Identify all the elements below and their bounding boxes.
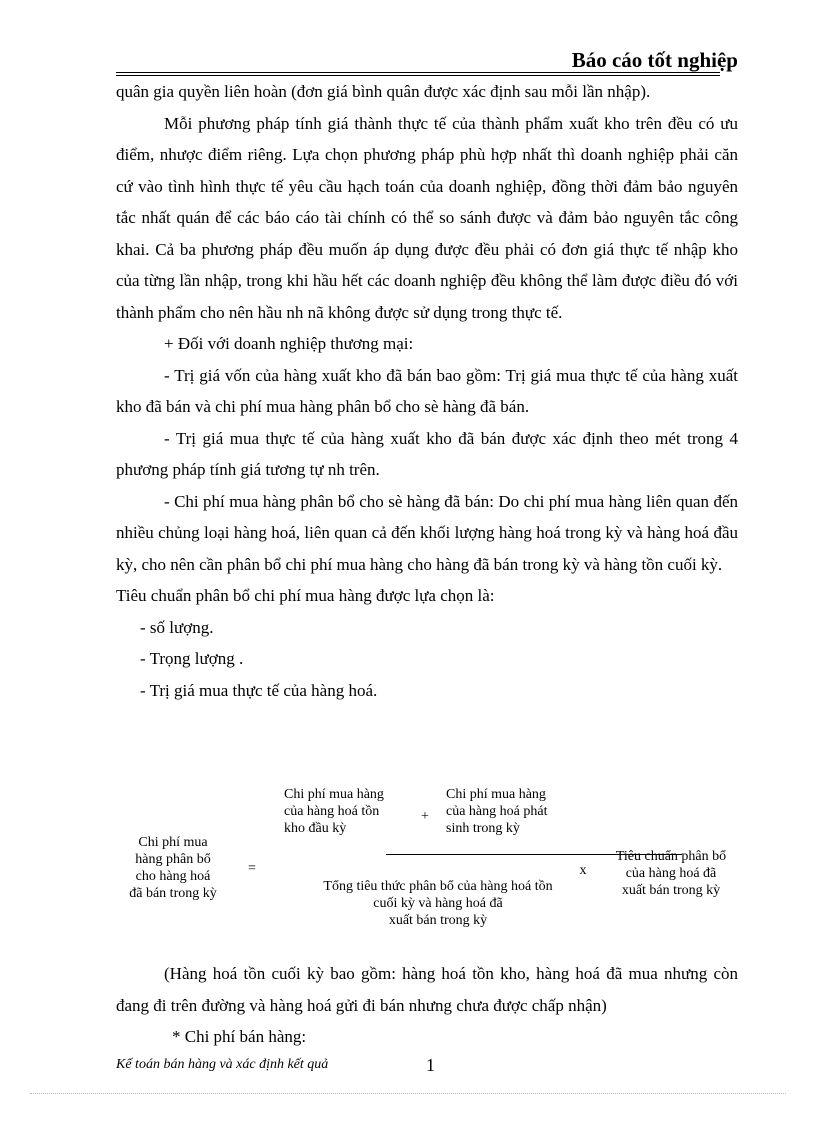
numerator-term-1: Chi phí mua hàng của hàng hoá tồn kho đầu kỳ bbox=[284, 787, 384, 836]
body-text-continued bbox=[116, 958, 738, 1053]
footer-title: Kế toán bán hàng và xác định kết quả bbox=[116, 1057, 329, 1072]
formula-rhs: Tiêu chuẩn phân bổ của hàng hoá đã xuất bán trong kỳ bbox=[615, 849, 727, 898]
paragraph: - Trị giá mua thực tế của hàng xuất kho đã bán được xác định theo mét trong 4 phương pháp tính giá tương tự nh trên. bbox=[116, 428, 738, 479]
times-sign: x bbox=[579, 863, 587, 878]
paragraph: quân gia quyền liên hoàn (đơn giá bình quân được xác định sau mỗi lần nhập). bbox=[116, 82, 651, 101]
list-item: - Trị giá mua thực tế của hàng hoá. bbox=[140, 680, 378, 700]
allocation-formula bbox=[110, 782, 750, 942]
paragraph: + Đối với doanh nghiệp thương mại: bbox=[164, 334, 414, 353]
equals-sign: = bbox=[248, 861, 256, 876]
page-number: 1 bbox=[426, 1055, 435, 1075]
list-item: - số lượng. bbox=[140, 617, 214, 637]
paragraph: Mỗi phương pháp tính giá thành thực tế của thành phẩm xuất kho trên đều có ưu điểm, nhược điểm riêng. Lựa chọn phương pháp phù hợp nhất thì doanh nghiệp phải căn cứ vào tình hình thực tế yêu cầu hạch toán của doanh nghiệp, đồng thời đảm bảo nguyên tắc nhất quán để các báo cáo tài chính có thể so sánh được và đảm bảo nguyên tắc công khai. Cả ba phương pháp đều muốn áp dụng được đều phải có đơn giá thực tế nhập kho của từng lần nhập, trong khi hầu hết các doanh nghiệp đều không thể làm được điều đó với thành phẩm cho nên hầu nh nã không được sử dụng trong thực tế. bbox=[116, 113, 738, 322]
page-boundary bbox=[30, 1093, 786, 1094]
plus-sign: + bbox=[421, 809, 429, 824]
header-rule bbox=[116, 72, 720, 73]
paragraph: (Hàng hoá tồn cuối kỳ bao gồm: hàng hoá tồn kho, hàng hoá đã mua nhưng còn đang đi trên đường và hàng hoá gửi đi bán nhưng chưa được chấp nhận) bbox=[116, 964, 738, 1015]
paragraph: Tiêu chuẩn phân bổ chi phí mua hàng được lựa chọn là: bbox=[116, 586, 495, 605]
numerator-term-2: Chi phí mua hàng của hàng hoá phát sinh trong kỳ bbox=[446, 787, 548, 836]
list-item: - Trọng lượng . bbox=[140, 649, 244, 668]
paragraph: - Trị giá vốn của hàng xuất kho đã bán bao gồm: Trị giá mua thực tế của hàng xuất kho đã bán và chi phí mua hàng phân bổ cho sè hàng đã bán. bbox=[116, 365, 738, 416]
header-title: Báo cáo tốt nghiệp bbox=[571, 48, 738, 72]
body-text bbox=[116, 76, 738, 706]
formula-lhs: Chi phí mua hàng phân bổ cho hàng hoá đã bán trong kỳ bbox=[129, 835, 217, 901]
section-heading: * Chi phí bán hàng: bbox=[172, 1027, 307, 1046]
paragraph: - Chi phí mua hàng phân bổ cho sè hàng đã bán: Do chi phí mua hàng liên quan đến nhiều chủng loại hàng hoá, liên quan cả đến khối lượng hàng hoá trong kỳ và hàng hoá đầu kỳ, cho nên cần phân bổ chi phí mua hàng cho hàng đã bán trong kỳ và hàng tồn cuối kỳ. bbox=[116, 491, 738, 574]
denominator: Tổng tiêu thức phân bổ của hàng hoá tồn cuối kỳ và hàng hoá đã xuất bán trong kỳ bbox=[323, 879, 553, 928]
